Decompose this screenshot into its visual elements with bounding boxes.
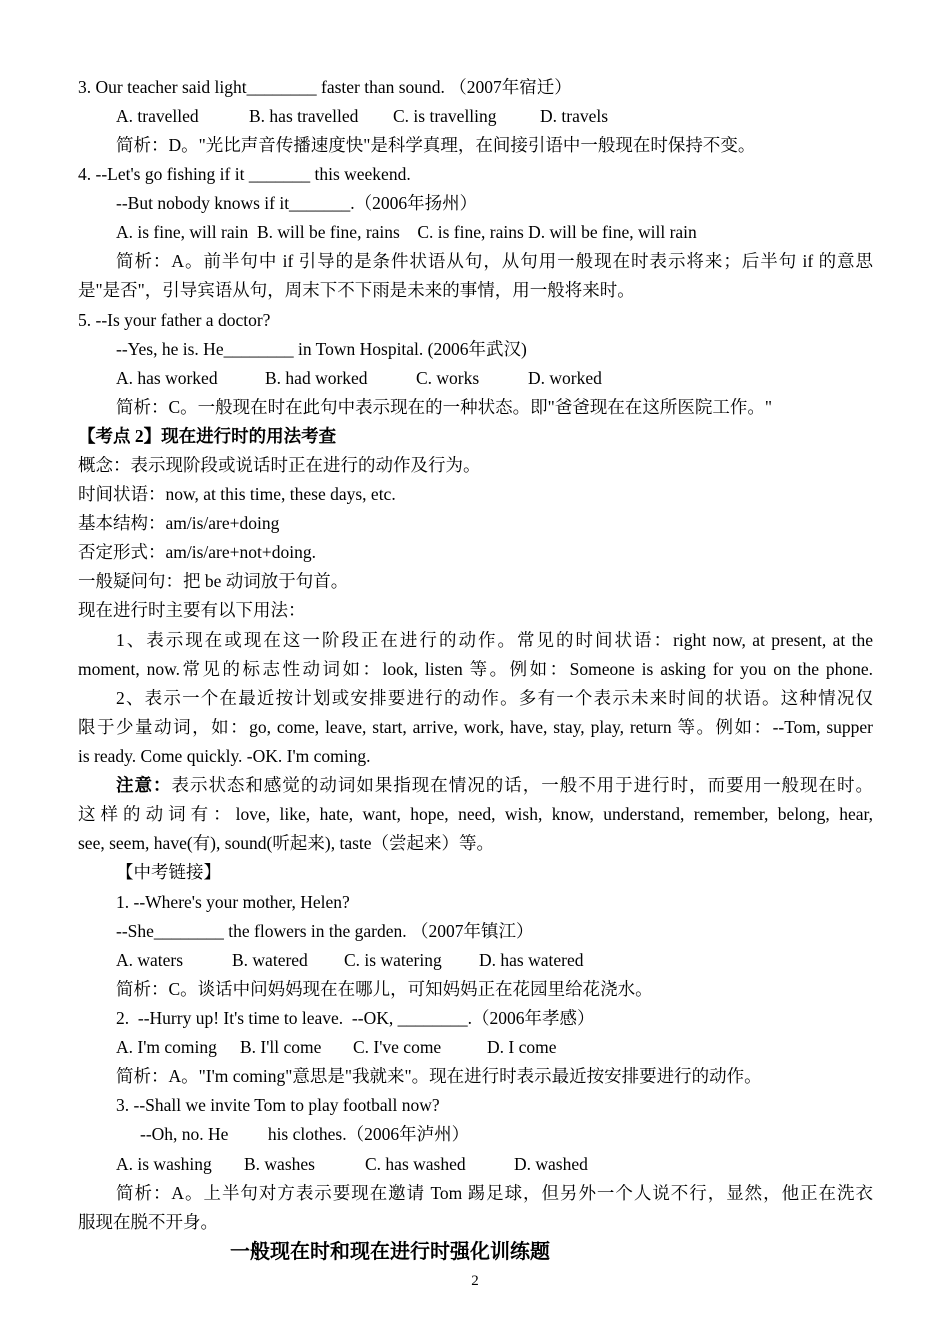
option-a: A. has worked	[116, 368, 218, 388]
usage-2-line-1: 2、表示一个在最近按计划或安排要进行的动作。多有一个表示未来时间的状语。这种情况仅	[116, 688, 873, 708]
question-3-analysis: 简析：D。"光比声音传播速度快"是科学真理，在间接引语中一般现在时保持不变。	[116, 135, 756, 155]
question-5-analysis: 简析：C。一般现在时在此句中表示现在的一种状态。即"爸爸现在在这所医院工作。"	[116, 397, 772, 417]
usage-intro: 现在进行时主要有以下用法：	[78, 600, 306, 620]
link-question-2-options	[116, 1033, 873, 1062]
option-c: C. works	[416, 368, 480, 388]
option-c: C. has washed	[365, 1154, 466, 1174]
option-a: A. waters	[116, 950, 184, 970]
link-question-3-options	[116, 1150, 873, 1179]
option-b: B. had worked	[265, 368, 368, 388]
note-label: 注意：	[116, 775, 172, 795]
page-number: 2	[471, 1273, 479, 1289]
link-title: 【中考链接】	[116, 862, 221, 882]
question-4-stem-1: 4. --Let's go fishing if it _______ this weekend.	[78, 164, 411, 184]
usage-2-line-2: 限于少量动词，如：go, come, leave, start, arrive, work, have, stay, play, return 等。例如：--Tom, supper	[78, 717, 873, 737]
option-b: B. washes	[244, 1154, 315, 1174]
option-c: C. I've come	[353, 1037, 442, 1057]
option-c: C. is travelling	[393, 106, 497, 126]
note-line-3: see, seem, have(有), sound(听起来), taste（尝起来）等。	[78, 833, 495, 853]
note-line-1	[116, 771, 873, 800]
usage-1-line-1: 1、表示现在或现在这一阶段正在进行的动作。常见的时间状语：right now, at present, at the	[116, 630, 873, 650]
question-5-stem-1: 5. --Is your father a doctor?	[78, 310, 271, 330]
option-b: B. watered	[232, 950, 308, 970]
question-4-analysis-2: 是"是否"，引导宾语从句，周末下不下雨是未来的事情，用一般将来时。	[78, 280, 635, 300]
usage-1-line-2: moment, now.常见的标志性动词如：look, listen 等。例如：Someone is asking for you on the phone.	[78, 659, 873, 679]
link-question-2-stem: 2. --Hurry up! It's time to leave. --OK, ________.（2006年孝感）	[116, 1008, 595, 1028]
structure-line: 基本结构：am/is/are+doing	[78, 513, 280, 533]
option-a: A. travelled	[116, 106, 199, 126]
link-question-1-stem-2: --She________ the flowers in the garden. （2007年镇江）	[116, 921, 534, 941]
question-4-stem-2: --But nobody knows if it_______.（2006年扬州）	[116, 193, 478, 213]
link-question-3-stem-2: --Oh, no. He his clothes.（2006年泸州）	[140, 1124, 470, 1144]
question-4-analysis-1: 简析：A。前半句中 if 引导的是条件状语从句，从句用一般现在时表示将来；后半句 if 的意思	[116, 251, 873, 271]
usage-2-line-3: is ready. Come quickly. -OK. I'm coming.	[78, 746, 371, 766]
option-a: A. I'm coming	[116, 1037, 217, 1057]
question-form-line: 一般疑问句：把 be 动词放于句首。	[78, 571, 349, 591]
link-question-2-analysis: 简析：A。"I'm coming"意思是"我就来"。现在进行时表示最近按安排要进行的动作。	[116, 1066, 762, 1086]
option-d: D. I come	[487, 1037, 557, 1057]
link-question-1-analysis: 简析：C。谈话中问妈妈现在在哪儿，可知妈妈正在花园里给花浇水。	[116, 979, 653, 999]
option-d: D. worked	[528, 368, 602, 388]
option-d: D. has watered	[479, 950, 584, 970]
exercise-heading: 一般现在时和现在进行时强化训练题	[230, 1241, 550, 1263]
negative-line: 否定形式：am/is/are+not+doing.	[78, 542, 316, 562]
question-5-options	[116, 364, 873, 393]
adverbials-line: 时间状语：now, at this time, these days, etc.	[78, 484, 396, 504]
option-d: D. washed	[514, 1154, 588, 1174]
concept-line: 概念：表示现阶段或说话时正在进行的动作及行为。	[78, 455, 481, 475]
link-question-3-stem-1: 3. --Shall we invite Tom to play football now?	[116, 1095, 440, 1115]
question-3-options	[116, 102, 873, 131]
link-question-3-analysis-1: 简析：A。上半句对方表示要现在邀请 Tom 踢足球，但另外一个人说不行，显然，他正在洗衣	[116, 1183, 873, 1203]
option-b: B. I'll come	[240, 1037, 322, 1057]
section-2-title: 【考点 2】现在进行时的用法考查	[78, 426, 337, 446]
link-question-1-options	[116, 946, 873, 975]
note-text: 表示状态和感觉的动词如果指现在情况的话，一般不用于进行时，而要用一般现在时。	[171, 775, 874, 795]
option-b: B. has travelled	[249, 106, 359, 126]
option-c: C. is watering	[344, 950, 442, 970]
option-a: A. is washing	[116, 1154, 212, 1174]
link-question-3-analysis-2: 服现在脱不开身。	[78, 1212, 218, 1232]
link-question-1-stem-1: 1. --Where's your mother, Helen?	[116, 892, 350, 912]
question-5-stem-2: --Yes, he is. He________ in Town Hospital. (2006年武汉)	[116, 339, 527, 359]
question-4-options: A. is fine, will rain B. will be fine, rains C. is fine, rains D. will be fine, will rain	[116, 222, 697, 242]
option-d: D. travels	[540, 106, 609, 126]
note-line-2: 这样的动词有：love, like, hate, want, hope, need, wish, know, understand, remember, belong, hear,	[78, 804, 873, 824]
question-3-stem: 3. Our teacher said light________ faster than sound. （2007年宿迁）	[78, 77, 572, 97]
